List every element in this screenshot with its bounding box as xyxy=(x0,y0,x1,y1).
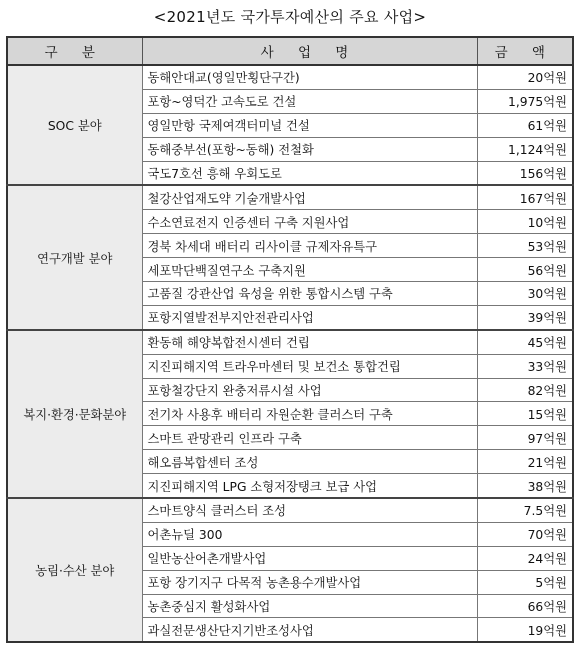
project-name-cell: 전기차 사용후 배터리 자원순환 클러스터 구축 xyxy=(142,402,477,426)
amount-cell: 82억원 xyxy=(477,378,573,402)
project-name-cell: 세포막단백질연구소 구축지원 xyxy=(142,258,477,282)
project-name-cell: 국도7호선 흥해 우회도로 xyxy=(142,161,477,185)
project-name-cell: 스마트 관망관리 인프라 구축 xyxy=(142,426,477,450)
header-project: 사 업 명 xyxy=(142,37,477,65)
amount-cell: 10억원 xyxy=(477,210,573,234)
project-name-cell: 포항 장기지구 다목적 농촌용수개발사업 xyxy=(142,570,477,594)
amount-cell: 56억원 xyxy=(477,258,573,282)
table-row xyxy=(7,330,573,354)
amount-cell: 15억원 xyxy=(477,402,573,426)
category-cell: 농림·수산 분야 xyxy=(7,498,142,642)
project-name-cell: 수소연료전지 인증센터 구축 지원사업 xyxy=(142,210,477,234)
amount-cell: 66억원 xyxy=(477,594,573,618)
table-body xyxy=(7,65,573,642)
amount-cell: 20억원 xyxy=(477,65,573,89)
amount-cell: 30억원 xyxy=(477,282,573,306)
project-name-cell: 영일만항 국제여객터미널 건설 xyxy=(142,113,477,137)
category-cell: SOC 분야 xyxy=(7,65,142,185)
project-name-cell: 고품질 강관산업 육성을 위한 통합시스템 구축 xyxy=(142,282,477,306)
amount-cell: 5억원 xyxy=(477,570,573,594)
amount-cell: 19억원 xyxy=(477,618,573,642)
project-name-cell: 경북 차세대 배터리 리사이클 규제자유특구 xyxy=(142,234,477,258)
table-row xyxy=(7,498,573,522)
project-name-cell: 포항철강단지 완충저류시설 사업 xyxy=(142,378,477,402)
amount-cell: 33억원 xyxy=(477,354,573,378)
amount-cell: 97억원 xyxy=(477,426,573,450)
table-row xyxy=(7,65,573,89)
project-name-cell: 지진피해지역 LPG 소형저장탱크 보급 사업 xyxy=(142,474,477,498)
category-cell: 복지·환경·문화분야 xyxy=(7,330,142,498)
amount-cell: 24억원 xyxy=(477,546,573,570)
amount-cell: 21억원 xyxy=(477,450,573,474)
table-header-row xyxy=(7,37,573,65)
project-name-cell: 철강산업재도약 기술개발사업 xyxy=(142,185,477,209)
amount-cell: 156억원 xyxy=(477,161,573,185)
category-cell: 연구개발 분야 xyxy=(7,185,142,329)
amount-cell: 53억원 xyxy=(477,234,573,258)
project-name-cell: 포항지열발전부지안전관리사업 xyxy=(142,305,477,329)
project-name-cell: 스마트양식 클러스터 조성 xyxy=(142,498,477,522)
amount-cell: 39억원 xyxy=(477,305,573,329)
project-name-cell: 과실전문생산단지기반조성사업 xyxy=(142,618,477,642)
project-name-cell: 일반농산어촌개발사업 xyxy=(142,546,477,570)
project-name-cell: 동해중부선(포항~동해) 전철화 xyxy=(142,137,477,161)
project-name-cell: 해오름복합센터 조성 xyxy=(142,450,477,474)
project-name-cell: 지진피해지역 트라우마센터 및 보건소 통합건립 xyxy=(142,354,477,378)
header-category: 구 분 xyxy=(7,37,142,65)
page-title: <2021년도 국가투자예산의 주요 사업> xyxy=(153,8,427,26)
budget-table xyxy=(6,36,574,643)
amount-cell: 45억원 xyxy=(477,330,573,354)
amount-cell: 61억원 xyxy=(477,113,573,137)
amount-cell: 1,975억원 xyxy=(477,89,573,113)
header-amount: 금 액 xyxy=(477,37,573,65)
project-name-cell: 농촌중심지 활성화사업 xyxy=(142,594,477,618)
project-name-cell: 동해안대교(영일만횡단구간) xyxy=(142,65,477,89)
project-name-cell: 포항~영덕간 고속도로 건설 xyxy=(142,89,477,113)
project-name-cell: 어촌뉴딜 300 xyxy=(142,522,477,546)
project-name-cell: 환동해 해양복합전시센터 건립 xyxy=(142,330,477,354)
table-row xyxy=(7,185,573,209)
amount-cell: 167억원 xyxy=(477,185,573,209)
amount-cell: 38억원 xyxy=(477,474,573,498)
amount-cell: 1,124억원 xyxy=(477,137,573,161)
amount-cell: 7.5억원 xyxy=(477,498,573,522)
amount-cell: 70억원 xyxy=(477,522,573,546)
